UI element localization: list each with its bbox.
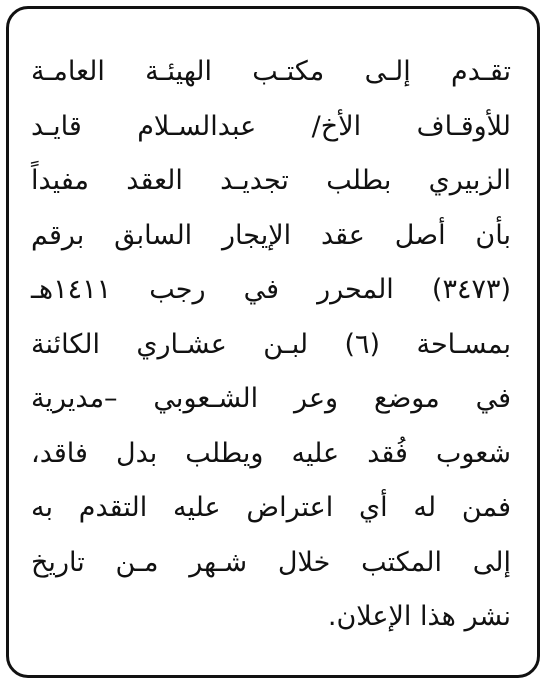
notice-line-7: في موضع وعر الشـعوبي –مديرية bbox=[31, 383, 511, 414]
notice-line-4: بأن أصل عقد الإيجار السابق برقم bbox=[31, 219, 511, 251]
notice-line-9: فمن له أي اعتراض عليه التقدم به bbox=[31, 492, 511, 523]
notice-body bbox=[31, 45, 511, 645]
notice-line-2: للأوقـاف الأخ/ عبدالسـلام قايـد bbox=[31, 110, 511, 142]
notice-line-3: الزبيري بطلب تجديـد العقد مفيداً bbox=[31, 165, 511, 196]
notice-frame bbox=[6, 6, 540, 678]
notice-line-6: بمسـاحة (٦) لبـن عشـاري الكائنة bbox=[31, 328, 511, 360]
notice-line-1: تقـدم إلـى مكتـب الهيئـة العامـة bbox=[31, 56, 511, 87]
notice-line-10: إلى المكتب خلال شـهر مـن تاريخ bbox=[31, 546, 511, 578]
notice-line-5: (٣٤٧٣) المحرر في رجب ١٤١١هـ bbox=[31, 274, 511, 305]
notice-line-8: شعوب فُقد عليه ويطلب بدل فاقد، bbox=[31, 437, 511, 469]
notice-line-11: نشر هذا الإعلان. bbox=[327, 601, 511, 632]
